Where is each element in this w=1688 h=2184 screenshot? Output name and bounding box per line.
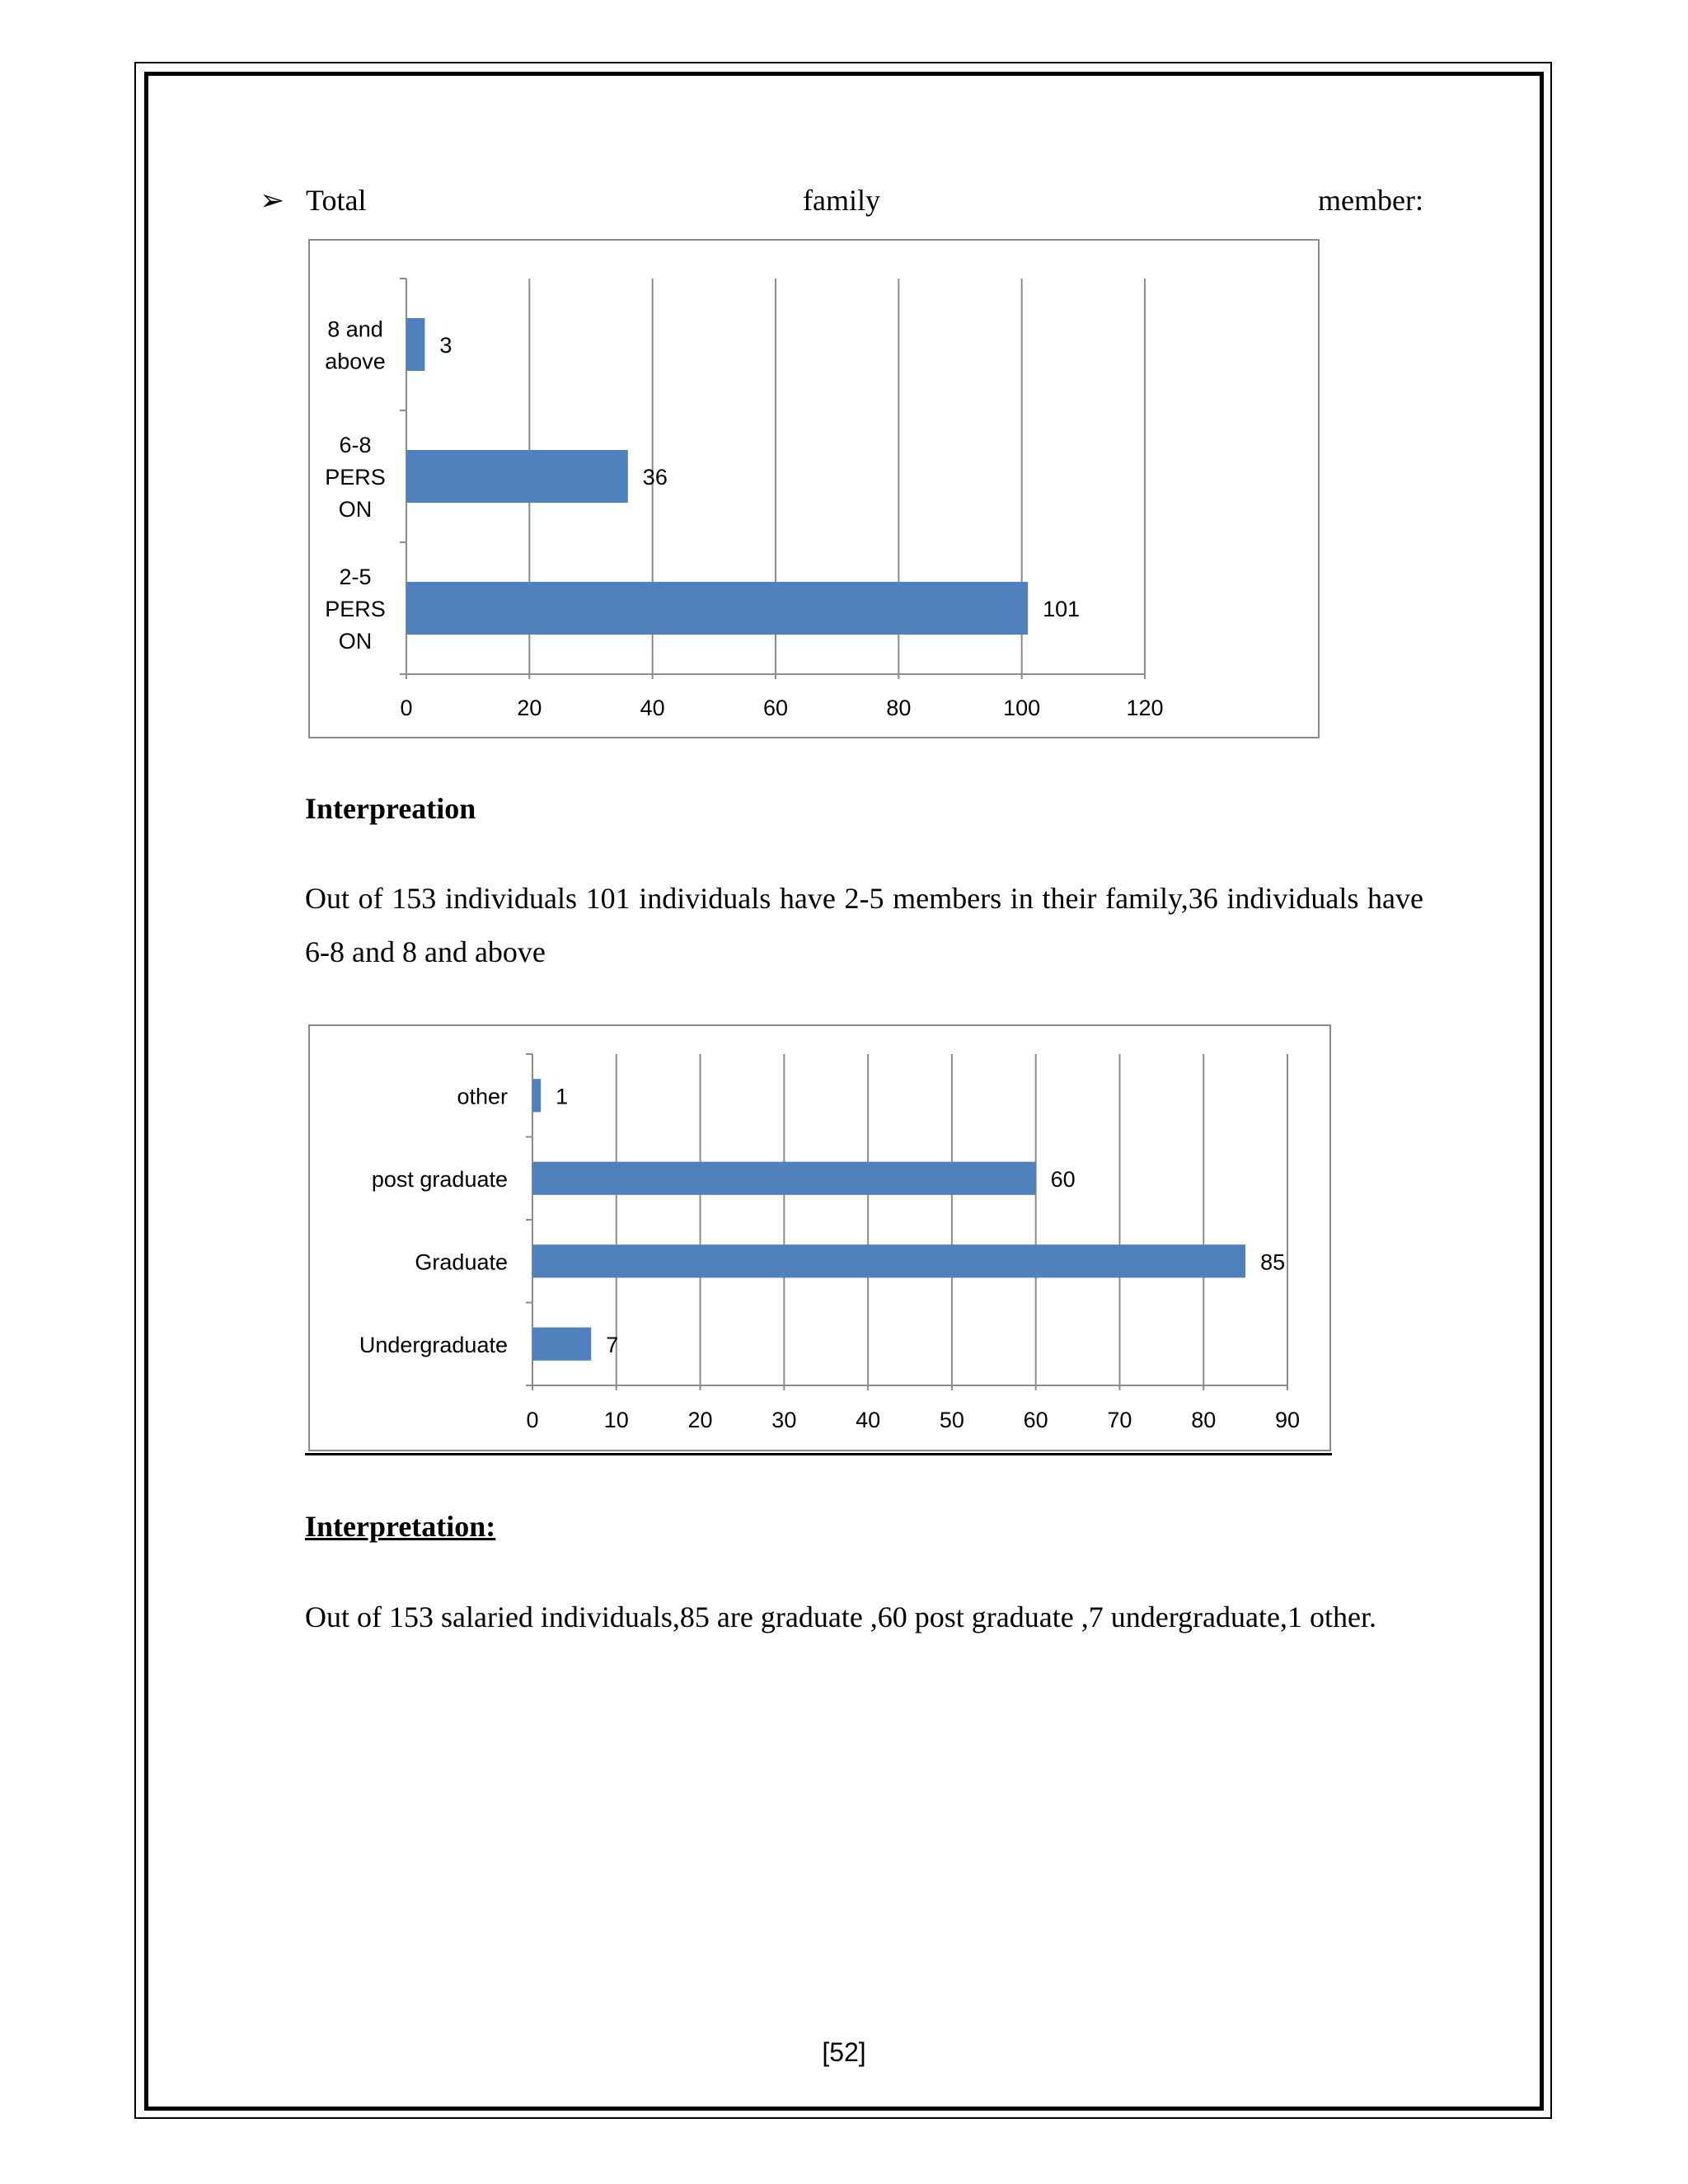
bar (532, 1244, 1245, 1277)
data-label: 3 (439, 333, 452, 358)
category-label: Undergraduate (359, 1332, 508, 1357)
data-label: 101 (1043, 597, 1081, 621)
category-label: PERS (325, 597, 386, 621)
section1-title: Interpreation (305, 792, 476, 825)
heading-word-family: family (803, 184, 880, 217)
data-label: 36 (642, 465, 668, 490)
data-label: 7 (606, 1332, 619, 1357)
x-tick-label: 100 (1003, 696, 1041, 720)
category-label: post graduate (371, 1166, 508, 1192)
bar (406, 582, 1028, 635)
category-label: above (325, 349, 386, 374)
category-label: ON (338, 629, 373, 654)
education-chart-svg (310, 1026, 1333, 1453)
data-label: 1 (556, 1084, 569, 1109)
section2-paragraph: Out of 153 salaried individuals,85 are graduate ,60 post graduate ,7 undergraduate,1 other. (305, 1601, 1376, 1633)
x-tick-label: 90 (1274, 1408, 1301, 1432)
bar (532, 1328, 591, 1361)
x-tick-label: 10 (603, 1408, 629, 1432)
x-tick-label: 20 (687, 1408, 713, 1432)
x-tick-label: 60 (762, 696, 789, 720)
bar (532, 1079, 541, 1112)
bar (406, 318, 424, 371)
bar (406, 450, 628, 503)
chart-underline-rule (305, 1453, 1332, 1455)
section1-paragraph: Out of 153 individuals 101 individuals have 2-5 members in their family,36 individuals have 6-8 and 8 and above (305, 882, 1423, 968)
x-tick-label: 60 (1023, 1408, 1048, 1432)
x-tick-label: 20 (517, 696, 542, 720)
family-members-chart-svg (310, 241, 1321, 740)
heading-word-total: Total (306, 184, 367, 217)
heading-word-member: member: (1318, 184, 1423, 217)
data-label: 60 (1050, 1166, 1076, 1192)
x-tick-label: 70 (1107, 1408, 1132, 1432)
bullet-arrow-icon: ➢ (260, 184, 285, 217)
category-label: other (457, 1084, 508, 1109)
x-tick-label: 0 (526, 1408, 539, 1432)
bar (532, 1162, 1036, 1195)
heading-row (260, 183, 1423, 226)
x-tick-label: 120 (1126, 696, 1164, 720)
education-chart (308, 1024, 1331, 1451)
category-label: Graduate (415, 1249, 508, 1275)
category-label: 6-8 (339, 433, 372, 457)
page-number: [52] (822, 2037, 866, 2067)
x-tick-label: 40 (640, 696, 665, 720)
category-label: PERS (325, 465, 386, 490)
category-label: 2-5 (339, 565, 372, 589)
x-tick-label: 80 (1191, 1408, 1217, 1432)
x-tick-label: 0 (400, 696, 413, 720)
x-tick-label: 80 (886, 696, 912, 720)
x-tick-label: 40 (856, 1408, 881, 1432)
x-tick-label: 50 (939, 1408, 964, 1432)
data-label: 85 (1260, 1249, 1286, 1275)
section2-title: Interpretation: (305, 1510, 496, 1543)
family-members-chart (308, 239, 1320, 738)
category-label: 8 and (327, 316, 383, 342)
x-tick-label: 30 (771, 1408, 797, 1432)
category-label: ON (338, 497, 373, 522)
